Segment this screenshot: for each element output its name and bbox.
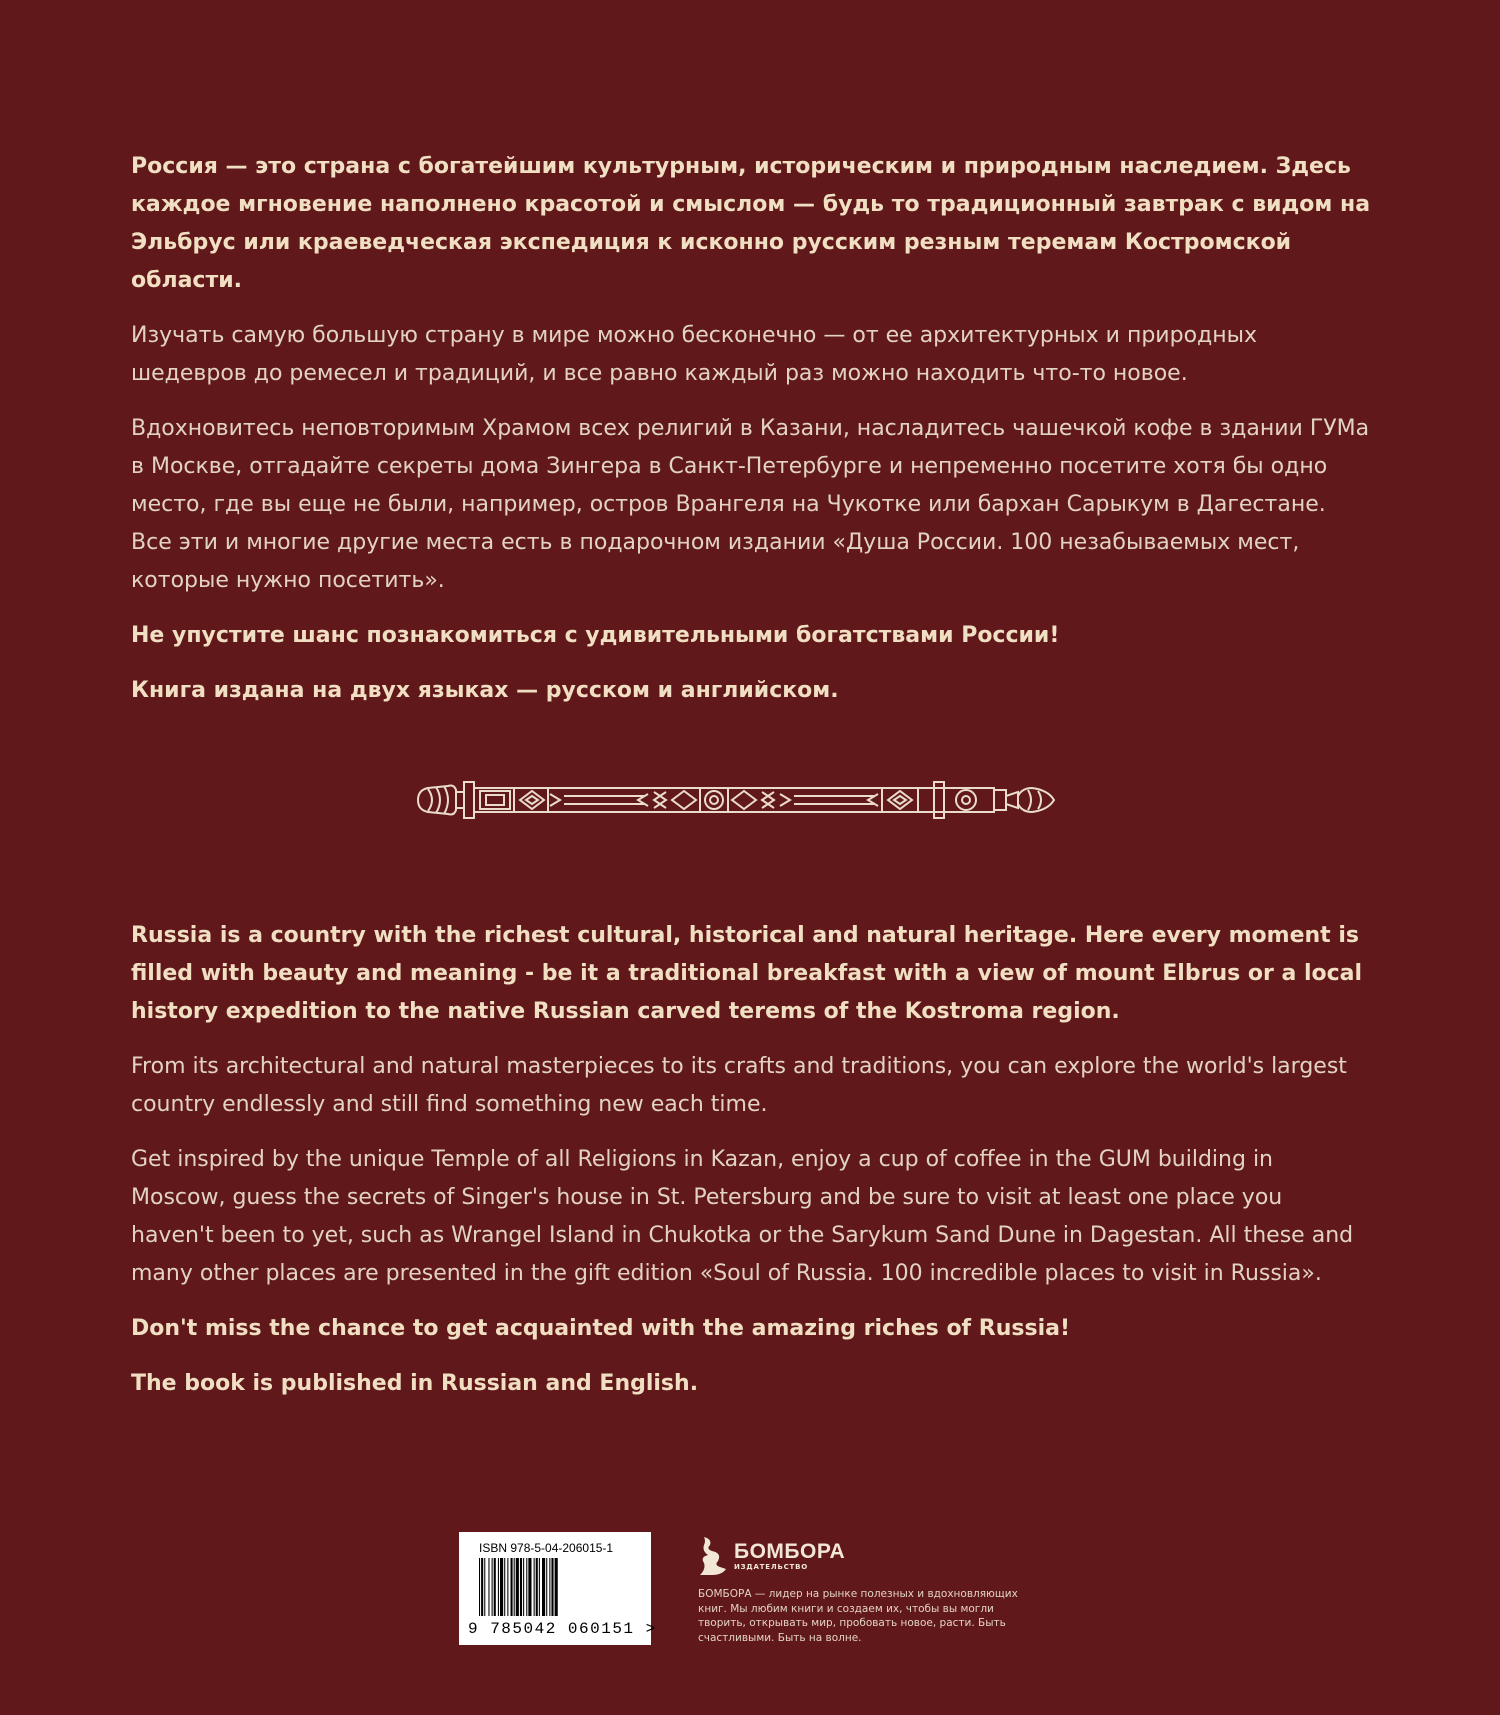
russian-text-block [131, 148, 1371, 727]
ru-languages-note: Книга издана на двух языках — русском и английском. [131, 678, 839, 703]
ru-paragraph-explore: Изучать самую большую страну в мире можно бесконечно — от ее архитектурных и природных шедевров до ремесел и традиций, и все равно каждый раз можно находить что-то новое. [131, 323, 1258, 386]
publisher-subtitle: ИЗДАТЕЛЬСТВО [734, 1562, 808, 1571]
barcode [479, 1558, 635, 1616]
en-call-to-action: Don't miss the chance to get acquainted with the amazing riches of Russia! [131, 1316, 1070, 1341]
publisher-block [698, 1535, 1028, 1645]
en-paragraph-places: Get inspired by the unique Temple of all Religions in Kazan, enjoy a cup of coffee in the GUM building in Moscow, guess the secrets of Singer's house in St. Petersburg and be sure to visit at least one place you haven't been to yet, such as Wrangel Island in Chukotka or the Sarykum Sand Dune in Dagestan. All these and many other places are presented in the gift edition «Soul of Russia. 100 incredible places to visit in Russia». [131, 1147, 1354, 1286]
ru-call-to-action: Не упустите шанс познакомиться с удивительными богатствами России! [131, 623, 1060, 648]
en-paragraph-explore: From its architectural and natural masterpieces to its crafts and traditions, you can explore the world's largest country endlessly and still find something new each time. [131, 1054, 1347, 1117]
publisher-description: БОМБОРА — лидер на рынке полезных и вдохновляющих книг. Мы любим книги и создаем их, чтобы вы могли творить, открывать мир, пробовать новое, расти. Быть счастливыми. Быть на волне. [698, 1588, 1018, 1644]
ru-intro-paragraph: Россия — это страна с богатейшим культурным, историческим и природным наследием. Здесь каждое мгновение наполнено красотой и смыслом — будь то традиционный завтрак с видом на Эльбрус или краеведческая экспедиция к исконно русским резным теремам Костромской области. [131, 154, 1371, 293]
barcode-digits: 9 785042 060151 > [468, 1620, 657, 1638]
isbn-number: ISBN 978-5-04-206015-1 [479, 1541, 614, 1555]
en-languages-note: The book is published in Russian and English. [131, 1371, 699, 1396]
folk-ornament-divider [414, 770, 1059, 830]
en-intro-paragraph: Russia is a country with the richest cultural, historical and natural heritage. Here every moment is filled with beauty and meaning - be it a traditional breakfast with a view of mount Elbrus or a local history expedition to the native Russian carved terems of the Kostroma region. [131, 923, 1363, 1024]
bombora-wave-icon [698, 1535, 728, 1577]
isbn-barcode-label [459, 1532, 657, 1645]
english-text-block [131, 917, 1371, 1420]
publisher-name: БОМБОРА [734, 1539, 846, 1563]
ru-paragraph-places: Вдохновитесь неповторимым Храмом всех религий в Казани, насладитесь чашечкой кофе в здании ГУМа в Москве, отгадайте секреты дома Зингера в Санкт-Петербурге и непременно посетите хотя бы одно место, где вы еще не были, например, остров Врангеля на Чукотке или бархан Сарыкум в Дагестане. Все эти и многие другие места есть в подарочном издании «Душа России. 100 незабываемых мест, которые нужно посетить». [131, 416, 1370, 593]
publisher-logo [698, 1535, 1028, 1577]
